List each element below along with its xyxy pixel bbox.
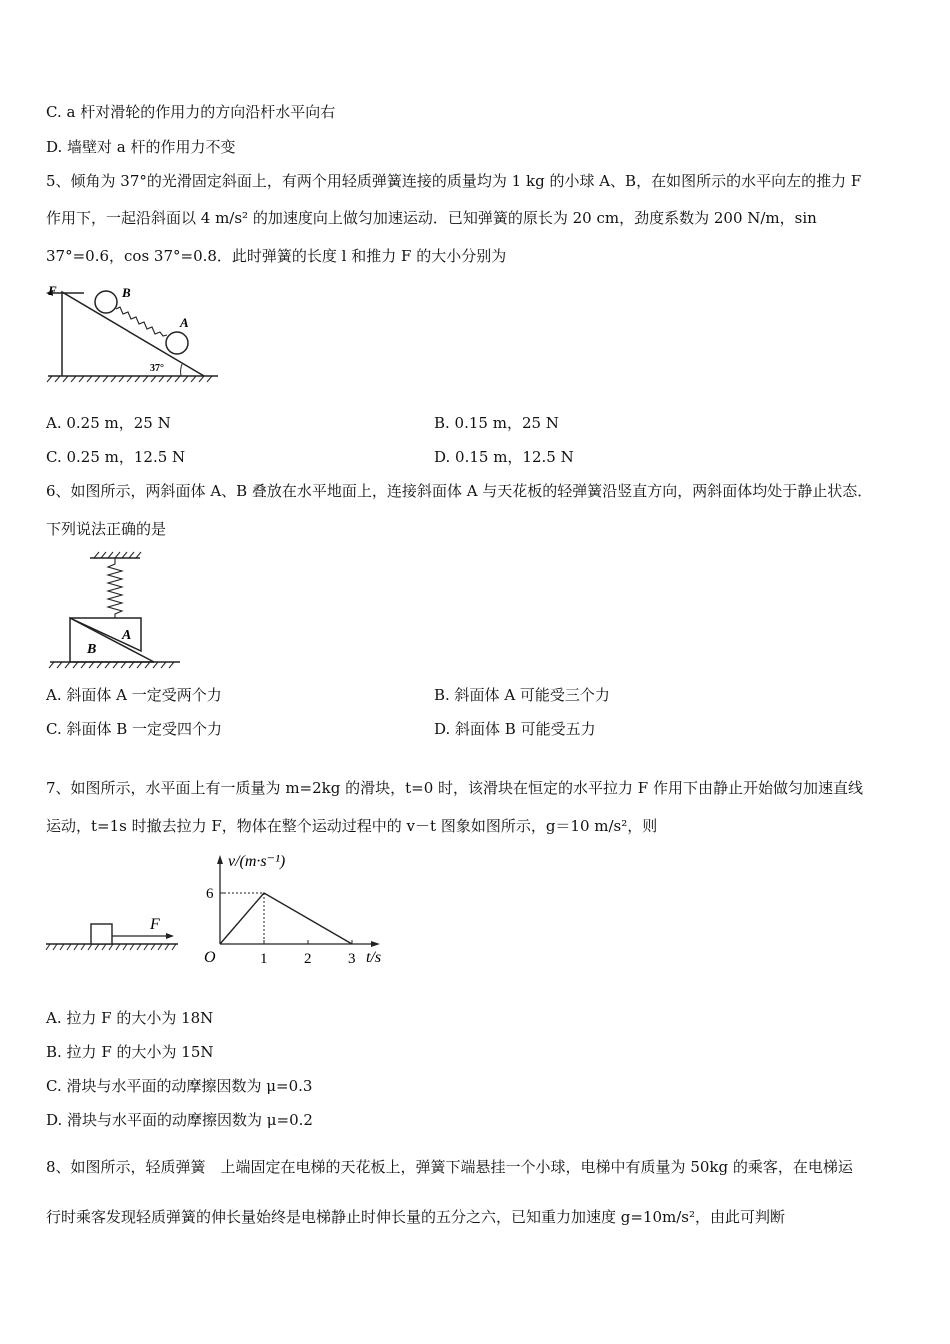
q6-stem-line2: 下列说法正确的是 <box>46 520 167 538</box>
q7-option-b: B. 拉力 F 的大小为 15N <box>46 1043 214 1061</box>
q7-option-c: C. 滑块与水平面的动摩擦因数为 μ=0.3 <box>46 1077 313 1095</box>
q6-stacked-wedges-figure <box>44 550 190 674</box>
x-tick-label: 2 <box>304 951 312 967</box>
q5-stem-line1: 5、倾角为 37°的光滑固定斜面上，有两个用轻质弹簧连接的质量均为 1 kg 的小球 A、B，在如图所示的水平向左的推力 F <box>46 172 862 190</box>
q7-stem-line1: 7、如图所示，水平面上有一质量为 m=2kg 的滑块，t=0 时，该滑块在恒定的水平拉力 F 作用下由静止开始做匀加速直线 <box>46 779 863 797</box>
q7-stem-line2: 运动，t=1s 时撤去拉力 F，物体在整个运动过程中的 v－t 图象如图所示，g＝10 m/s²，则 <box>46 817 658 835</box>
q7-label-f: F <box>150 916 160 933</box>
q5-option-d: D. 0.15 m，12.5 N <box>434 448 574 466</box>
q7-vt-chart <box>198 846 398 972</box>
q4-option-c: C. a 杆对滑轮的作用力的方向沿杆水平向右 <box>46 103 336 121</box>
q6-label-a: A <box>122 628 132 643</box>
q5-label-a: A <box>180 315 189 330</box>
q5-incline-figure <box>44 280 224 384</box>
velocity-series-line <box>220 893 352 944</box>
x-tick-label: 1 <box>260 951 268 967</box>
q7-x-axis-label: t/s <box>366 949 382 966</box>
q7-option-a: A. 拉力 F 的大小为 18N <box>46 1009 214 1027</box>
q6-stem-line1: 6、如图所示，两斜面体 A、B 叠放在水平地面上，连接斜面体 A 与天花板的轻弹簧沿竖直方向，两斜面体均处于静止状态． <box>46 482 873 500</box>
x-tick-label: 3 <box>348 951 356 967</box>
q7-origin-label: O <box>204 949 216 966</box>
q5-stem-line2: 作用下，一起沿斜面以 4 m/s² 的加速度向上做匀加速运动．已知弹簧的原长为 20 cm，劲度系数为 200 N/m，sin <box>46 209 817 227</box>
q5-option-c: C. 0.25 m，12.5 N <box>46 448 186 466</box>
q7-option-d: D. 滑块与水平面的动摩擦因数为 μ=0.2 <box>46 1111 313 1129</box>
q6-option-d: D. 斜面体 B 可能受五力 <box>434 720 596 738</box>
q5-angle-label: 37° <box>150 363 164 374</box>
q7-block-figure <box>44 908 184 958</box>
q5-label-b: B <box>122 285 131 300</box>
q7-y-axis-label: v/(m·s⁻¹) <box>228 853 286 870</box>
q5-option-a: A. 0.25 m，25 N <box>46 414 171 432</box>
q5-stem-line3: 37°=0.6，cos 37°=0.8．此时弹簧的长度 l 和推力 F 的大小分别为 <box>46 247 507 265</box>
q6-option-c: C. 斜面体 B 一定受四个力 <box>46 720 223 738</box>
q5-option-b: B. 0.15 m，25 N <box>434 414 559 432</box>
q6-option-b: B. 斜面体 A 可能受三个力 <box>434 686 610 704</box>
q6-label-b: B <box>87 642 97 657</box>
y-tick-label: 6 <box>206 886 214 902</box>
q6-option-a: A. 斜面体 A 一定受两个力 <box>46 686 222 704</box>
q5-label-f: F <box>48 283 57 298</box>
q4-option-d: D. 墙壁对 a 杆的作用力不变 <box>46 138 236 156</box>
q8-stem-line2: 行时乘客发现轻质弹簧的伸长量始终是电梯静止时伸长量的五分之六，已知重力加速度 g=10m/s²，由此可判断 <box>46 1208 786 1226</box>
q8-stem-line1: 8、如图所示，轻质弹簧 上端固定在电梯的天花板上，弹簧下端悬挂一个小球，电梯中有质量为 50kg 的乘客，在电梯运 <box>46 1158 853 1176</box>
